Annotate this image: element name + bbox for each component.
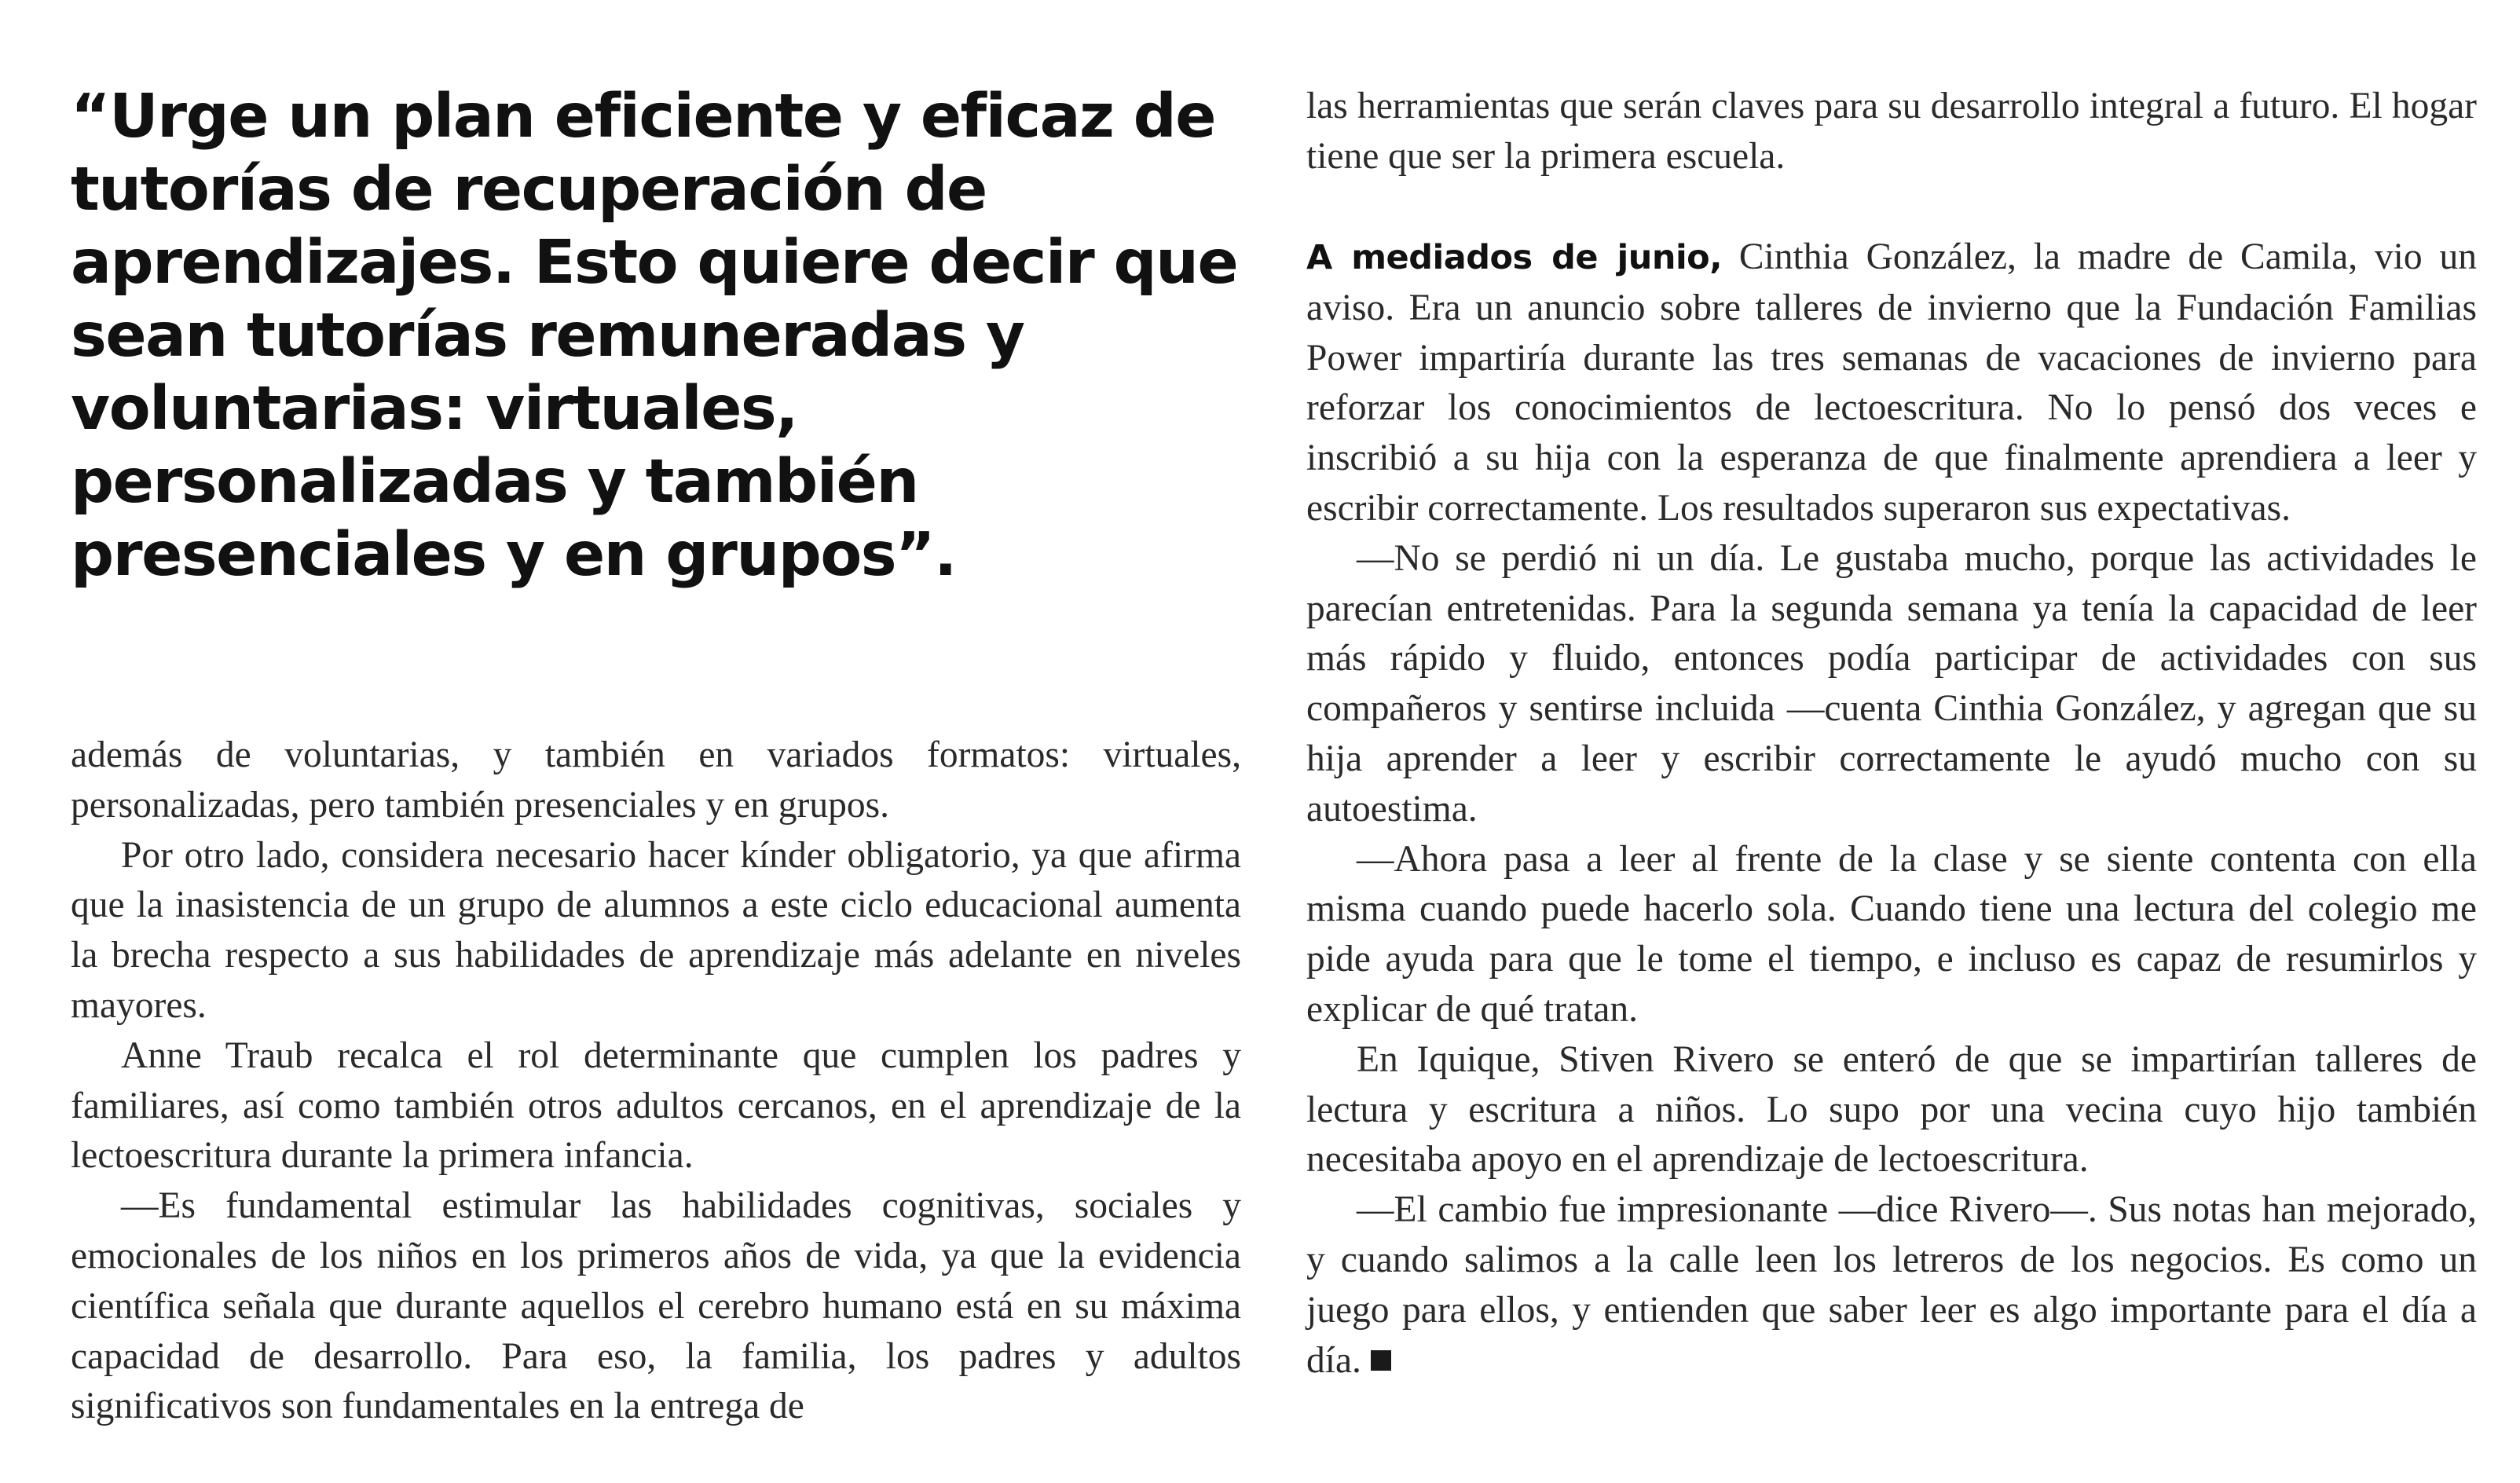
paragraph: Anne Traub recalca el rol determinante que cumplen los padres y familiares, así como también otros adultos cercanos, en el aprendizaje de la lectoescritura durante la primera infancia. — [71, 1034, 1241, 1177]
pull-quote: “Urge un plan eficiente y eficaz de tutorías de recuperación de aprendizajes. Esto quiere decir que sean tutorías remuneradas y voluntarias: virtuales, personalizadas y también presenciales y en grupos”. — [71, 82, 1238, 590]
right-column-continuation — [1306, 82, 2477, 182]
paragraph: —No se perdió ni un día. Le gustaba mucho, porque las actividades le parecían entretenidas. Para la segunda semana ya tenía la capacidad de leer más rápido y fluido, entonces podía participar de actividades con sus compañeros y sentirse incluida —cuenta Cinthia González, y agregan que su hija aprender a leer y escribir correctamente le ayudó mucho con su autoestima. — [1306, 537, 2477, 829]
paragraph: además de voluntarias, y también en variados formatos: virtuales, personalizadas, pero también presenciales y en grupos. — [71, 734, 1241, 826]
paragraph: —Ahora pasa a leer al frente de la clase y se siente contenta con ella misma cuando puede hacerlo sola. Cuando tiene una lectura del colegio me pide ayuda para que le tome el tiempo, e incluso es capaz de resumirlos y explicar de qué tratan. — [1306, 838, 2477, 1030]
paragraph: En Iquique, Stiven Rivero se enteró de que se impartirían talleres de lectura y escritura a niños. Lo supo por una vecina cuyo hijo también necesitaba apoyo en el aprendizaje de lectoescritura. — [1306, 1038, 2477, 1181]
right-column-text — [1306, 233, 2477, 1386]
end-of-article-mark — [1371, 1350, 1391, 1371]
lead-paragraph-text: Cinthia González, la madre de Camila, vio un aviso. Era un anuncio sobre talleres de invierno que la Fundación Familias Power impartiría durante las tres semanas de vacaciones de invierno para reforzar los conocimientos de lectoescritura. No lo pensó dos veces e inscribió a su hija con la esperanza de que finalmente aprendiera a leer y escribir correctamente. Los resultados superaron sus expectativas. — [1306, 236, 2477, 529]
paragraph: las herramientas que serán claves para su desarrollo integral a futuro. El hogar tiene que ser la primera escuela. — [1306, 86, 2477, 177]
lead-paragraph — [1306, 233, 2477, 534]
final-paragraph-text: —El cambio fue impresionante —dice Rivero—. Sus notas han mejorado, y cuando salimos a la calle leen los letreros de los negocios. Es como un juego para ellos, y entienden que saber leer es algo importante para el día a día. — [1306, 1189, 2477, 1381]
lead-in: A mediados de junio, — [1306, 238, 1723, 277]
paragraph: —Es fundamental estimular las habilidades cognitivas, sociales y emocionales de los niños en los primeros años de vida, ya que la evidencia científica señala que durante aquellos el cerebro humano está en su máxima capacidad de desarrollo. Para eso, la familia, los padres y adultos significativos son fundamentales en la entrega de — [71, 1185, 1241, 1427]
paragraph: Por otro lado, considera necesario hacer kínder obligatorio, ya que afirma que la inasistencia de un grupo de alumnos a este ciclo educacional aumenta la brecha respecto a sus habilidades de aprendizaje más adelante en niveles mayores. — [71, 834, 1241, 1026]
left-column-text — [71, 731, 1241, 1432]
final-paragraph — [1306, 1185, 2477, 1386]
